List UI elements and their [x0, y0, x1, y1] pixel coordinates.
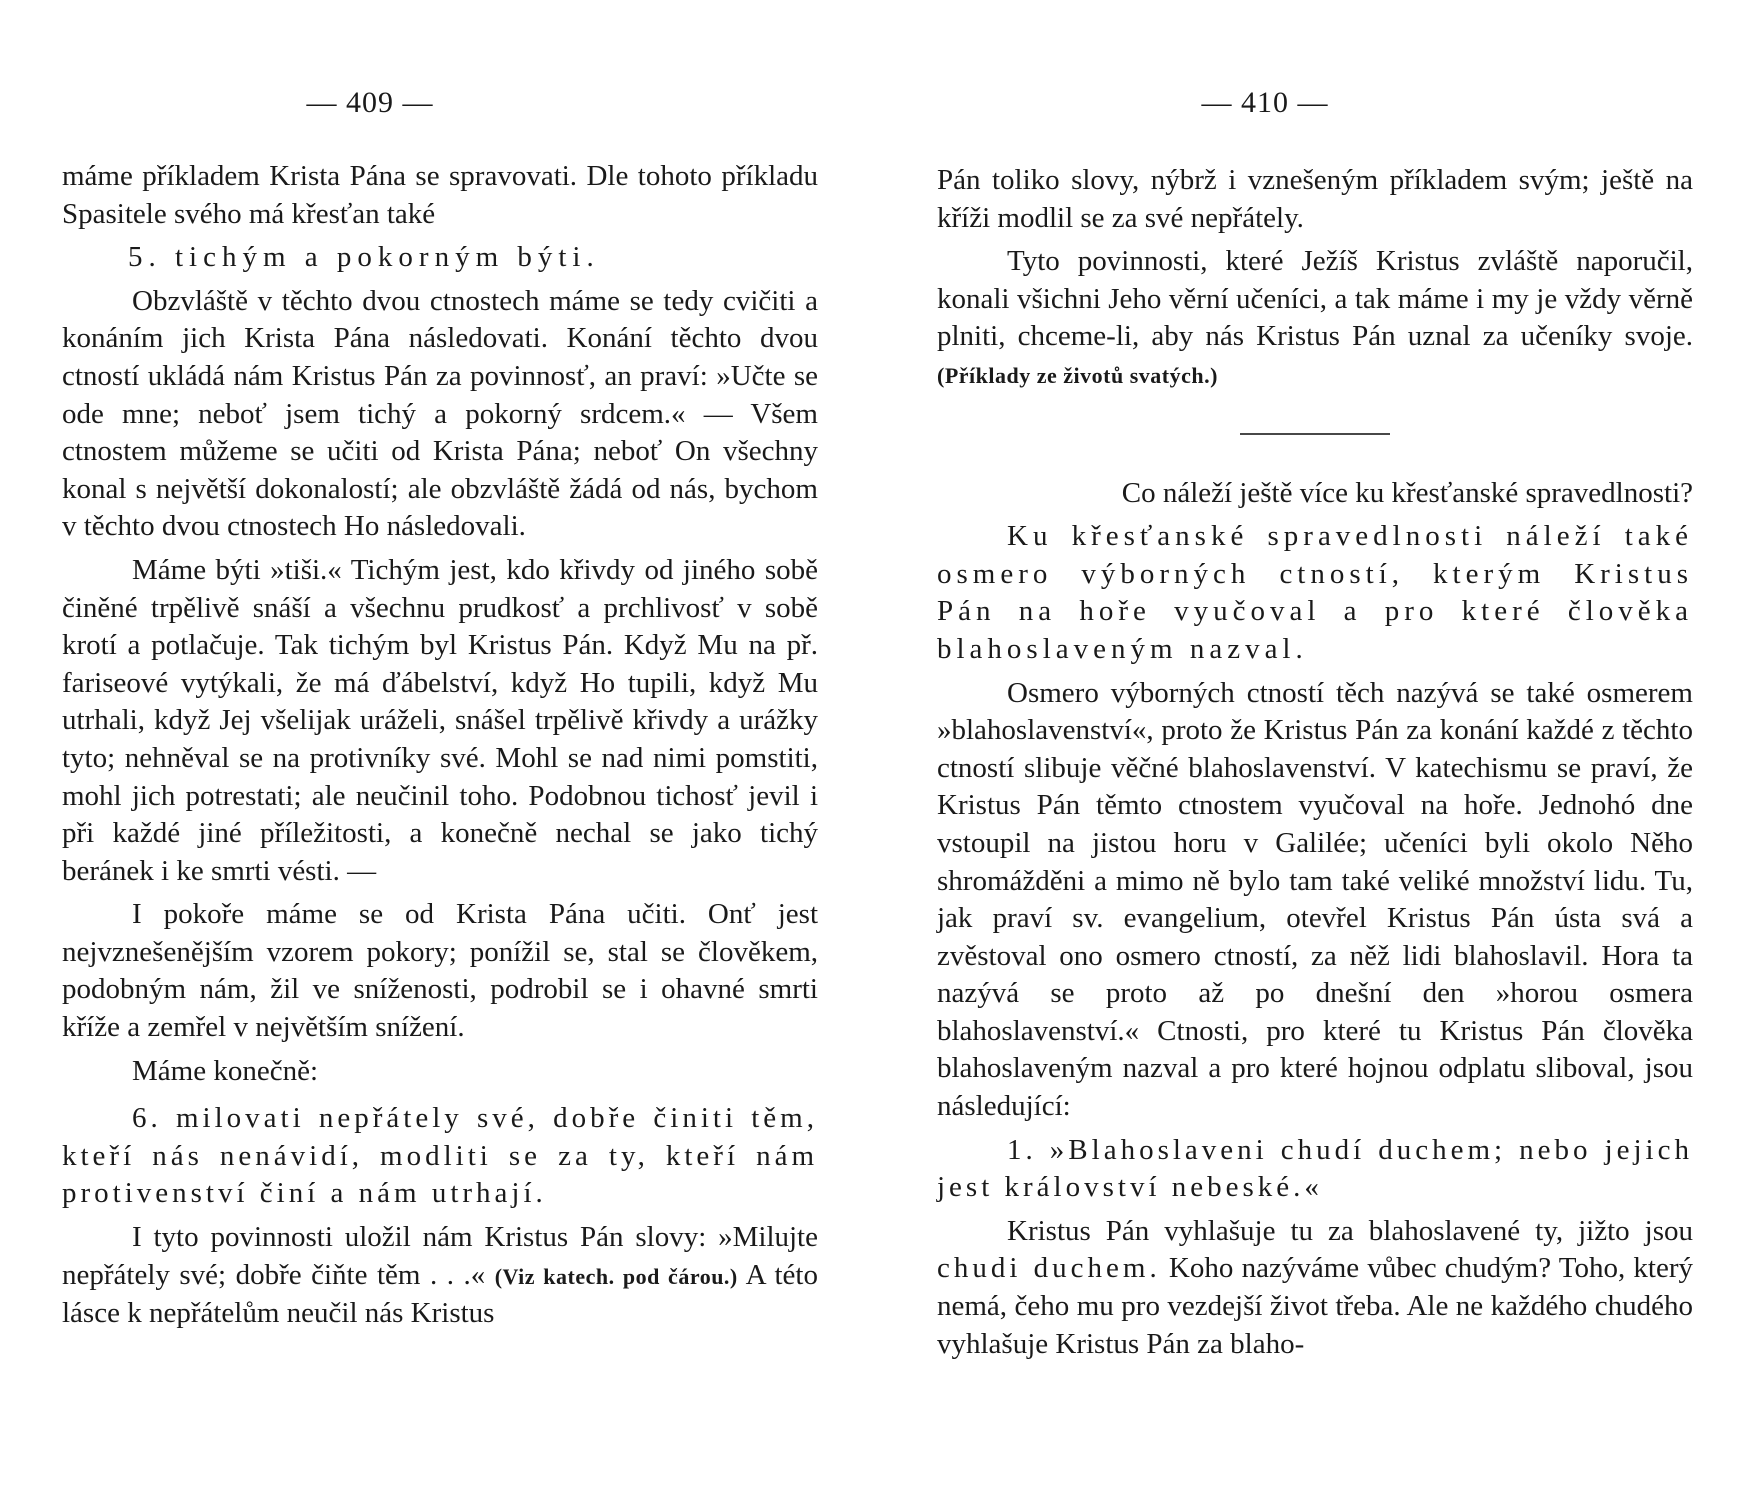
paragraph: Máme býti »tiši.« Tichým jest, kdo křivdy od jiného sobě činěné trpělivě snáší a všechnu prudkosť a prchlivosť v sobě krotí a potlačuje. Tak tichým byl Kristus Pán. Když Mu na př. fariseové vytýkali, že má ďábelství, když Ho tupili, když Mu utrhali, když Jej všelijak uráželi, snášel trpělivě křivdy a urážky tyto; nehněval se na protivníky své. Mohl se nad nimi pomstiti, mohl jich potrestati; ale neučinil toho. Podobnou tichosť jevil i při každé jiné příležitosti, a konečně nechal se jako tichý beránek i ke smrti vésti. —	[62, 553, 818, 887]
paragraph-text: Kristus Pán vyhlašuje tu za blahoslavené ty, jižto jsou	[1007, 1214, 1693, 1247]
heading-item: 6. milovati nepřátely své, dobře činiti těm, kteří nás nenávidí, modliti se za ty, kteří nám protivenství činí a nám utrhají.	[62, 1102, 818, 1210]
page-text	[62, 158, 818, 1333]
left-page	[62, 0, 818, 1500]
page-number: — 409 —	[306, 86, 434, 119]
paragraph	[937, 243, 1693, 394]
reference-note: (Příklady ze životů svatých.)	[937, 362, 1218, 388]
emphasis: chudi duchem.	[937, 1252, 1161, 1285]
paragraph	[62, 1219, 818, 1333]
right-page	[937, 0, 1693, 1500]
paragraph: Máme konečně:	[132, 1054, 319, 1087]
paragraph	[937, 1213, 1693, 1363]
paragraph: Pán toliko slovy, nýbrž i vznešeným příkladem svým; ještě na kříži modlil se za své nepřátely.	[937, 164, 1693, 234]
catechism-question: Co náleží ještě více ku křesťanské spravedlnosti?	[1121, 476, 1693, 509]
paragraph-text: A této lásce k nepřátelům neučil nás Kristus	[62, 1258, 818, 1330]
beatitude: 1. »Blahoslaveni chudí duchem; nebo jejich jest království nebeské.«	[937, 1133, 1693, 1204]
paragraph-text: I tyto povinnosti uložil nám Kristus Pán slovy: »Milujte nepřátely své; dobře čiňte těm . . .«	[62, 1221, 818, 1291]
paragraph: Obzvláště v těchto dvou ctnostech máme se tedy cvičiti a konáním jich Krista Pána následovati. Konání těchto dvou ctností ukládá nám Kristus Pán za povinnosť, an praví: »Učte se ode mne; neboť jsem tichý a pokorný srdcem.« — Všem ctnostem můžeme se učiti od Krista Pána; neboť On všechny konal s největší dokonalostí; ale obzvláště žádá od nás, bychom v těchto dvou ctnostech Ho následovali.	[62, 284, 818, 543]
catechism-answer: Ku křesťanské spravedlnosti náleží také osmero výborných ctností, kterým Kristus Pán na hoře vyučoval a pro které člověka blahoslaveným nazval.	[937, 520, 1693, 665]
reference-note: (Viz katech. pod čárou.)	[494, 1263, 738, 1289]
page-number: — 410 —	[1201, 86, 1329, 119]
paragraph: I pokoře máme se od Krista Pána učiti. Onť jest nejvznešenějším vzorem pokory; ponížil se, stal se člověkem, podobným nám, žil ve sníženosti, podrobil se i ohavné smrti kříže a zemřel v největším snížení.	[62, 898, 818, 1044]
paragraph-text: Koho nazýváme vůbec chudým? Toho, který nemá, čeho mu pro vezdejší život třeba. Ale ne každého chudého vyhlašuje Kristus Pán za blaho-	[937, 1252, 1694, 1360]
page-text	[937, 162, 1693, 1369]
section-divider	[1240, 433, 1390, 435]
paragraph-text: Tyto povinnosti, které Ježíš Kristus zvláště naporučil, konali všichni Jeho věrní učeníci, a tak máme i my je vždy věrně plniti, chceme-li, aby nás Kristus Pán uznal za učeníky svoje.	[937, 245, 1693, 353]
paragraph: máme příkladem Krista Pána se spravovati. Dle tohoto příkladu Spasitele svého má křesťan také	[62, 160, 818, 230]
paragraph: Osmero výborných ctností těch nazývá se také osmerem »blahoslavenství«, proto že Kristus Pán za konání každé z těchto ctností slibuje věčné blahoslavenství. V katechismu se praví, že Kristus Pán těmto ctnostem vyučoval na hoře. Jednohó dne vstoupil na jistou horu v Galilée; učeníci byli okolo Něho shromážděni a mimo ně bylo tam také veliké množství lidu. Tu, jak praví sv. evangelium, otevřel Kristus Pán ústa svá a zvěstoval ono osmero ctností, za něž lidi blahoslavil. Hora ta nazývá se proto až po dnešní den »horou osmera blahoslavenství.« Ctnosti, pro které tu Kristus Pán člověka blahoslaveným nazval a pro které hojnou odplatu sliboval, jsou následující:	[937, 676, 1693, 1123]
heading-item: 5. tichým a pokorným býti.	[128, 241, 600, 274]
